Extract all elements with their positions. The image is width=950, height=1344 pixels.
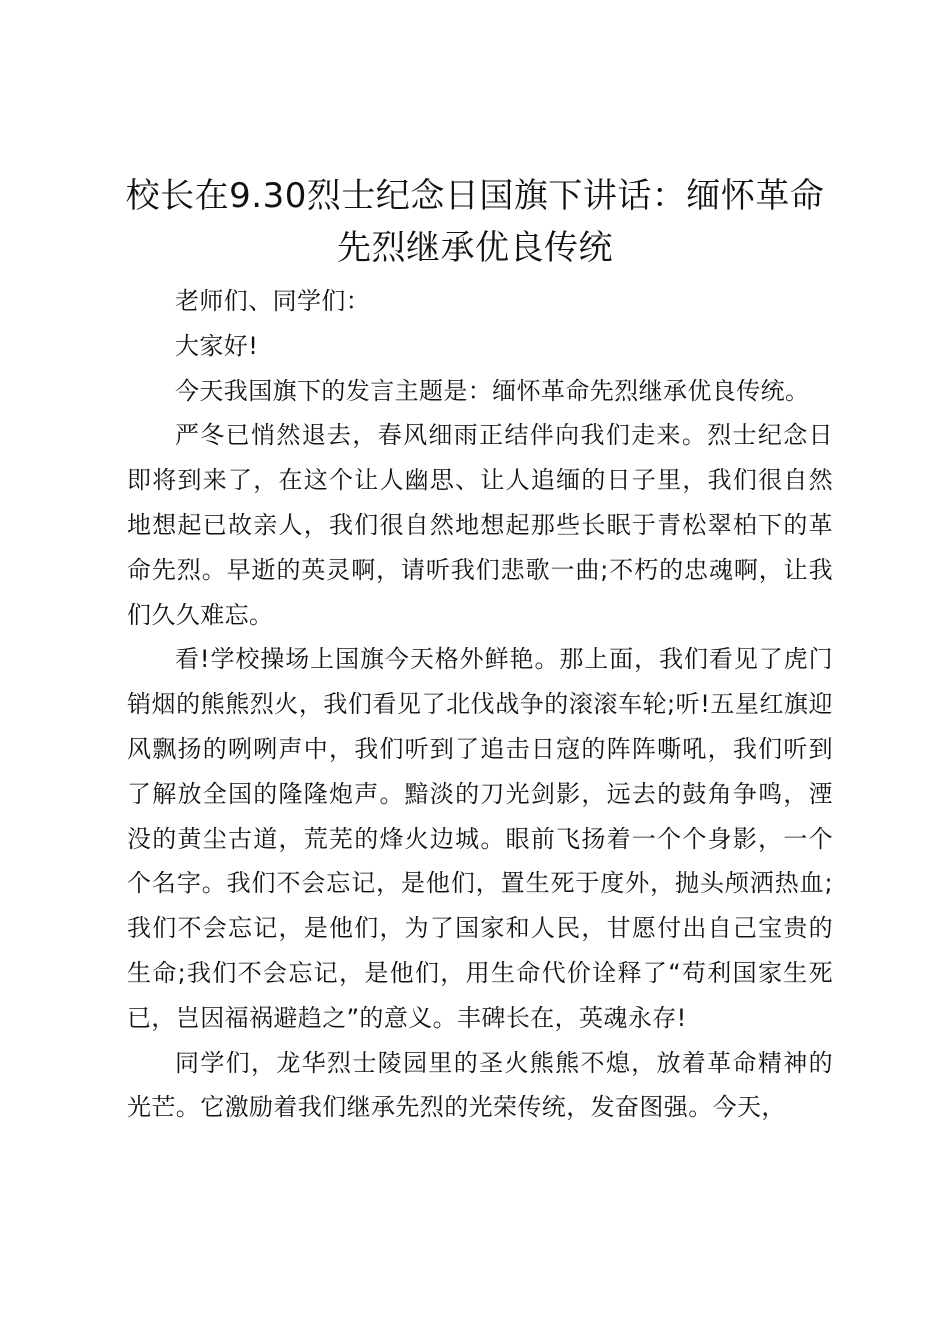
- paragraph-topic: 今天我国旗下的发言主题是：缅怀革命先烈继承优良传统。: [175, 376, 810, 405]
- paragraph-greeting: 老师们、同学们：: [175, 287, 371, 315]
- paragraph-spring: 严冬已悄然退去，春风细雨正结伴向我们走来。烈士纪念日即将到来了，在这个让人幽思、让人追缅的日子里，我们很自然地想起已故亲人，我们很自然地想起那些长眠于青松翠柏下的革命先烈。早逝的英灵啊，请听我们悲歌一曲;不朽的忠魂啊，让我们久久难忘。: [127, 421, 833, 629]
- document-title: 校长在9.30烈士纪念日国旗下讲话：缅怀革命先烈继承优良传统: [125, 176, 825, 268]
- document-body: [127, 279, 833, 1130]
- paragraph-hello: 大家好!: [175, 331, 259, 360]
- paragraph-flag: 看!学校操场上国旗今天格外鲜艳。那上面，我们看见了虎门销烟的熊熊烈火，我们看见了北伐战争的滚滚车轮;听!五星红旗迎风飘扬的咧咧声中，我们听到了追击日寇的阵阵嘶吼，我们听到了解放全国的隆隆炮声。黯淡的刀光剑影，远去的鼓角争鸣，湮没的黄尘古道，荒芜的烽火边城。眼前飞扬着一个个身影，一个个名字。我们不会忘记，是他们，置生死于度外，抛头颅洒热血;我们不会忘记，是他们，为了国家和人民，甘愿付出自己宝贵的生命;我们不会忘记，是他们，用生命代价诠释了“苟利国家生死已，岂因福祸避趋之”的意义。丰碑长在，英魂永存!: [127, 645, 833, 1032]
- paragraph-longhua: 同学们，龙华烈士陵园里的圣火熊熊不熄，放着革命精神的光芒。它激励着我们继承先烈的光荣传统，发奋图强。今天，: [127, 1048, 833, 1122]
